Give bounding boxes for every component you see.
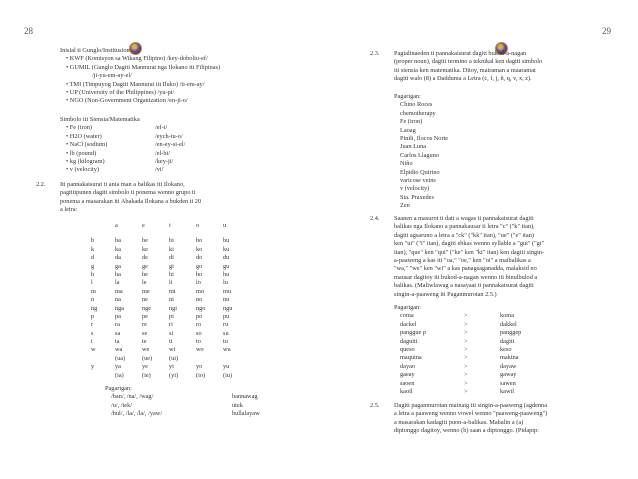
symbol-term: • H2O (water)	[66, 132, 102, 140]
new-spelling: koma	[500, 312, 514, 320]
symbol-reading: /en-ey-si-el/	[155, 141, 186, 149]
symbol-term: • Fe (iron)	[66, 124, 92, 132]
new-spelling: keso	[500, 345, 512, 353]
paragraph-line: iti siensia ken matematika. Ditoy, mairaman a maaramat	[394, 66, 536, 74]
table-row	[91, 246, 250, 254]
examples-block	[105, 385, 260, 419]
syllable-table	[91, 222, 250, 380]
table-row	[91, 296, 250, 304]
table-cell: hi	[169, 270, 174, 278]
table-cell: (ie)	[142, 371, 151, 379]
table-cell: da	[115, 254, 121, 262]
new-spelling: dayaw	[500, 362, 517, 370]
table-cell: ha	[115, 270, 121, 278]
examples-heading: Pagarigan:	[394, 93, 421, 100]
right-page	[319, 0, 638, 479]
paragraph-line: dagiti walo (8) a Dadduma a Letra (c, f, j, ñ, q, v, x, z).	[394, 75, 532, 83]
symbol-reading: /vi/	[155, 166, 164, 174]
example-syllables: /u/, /tek/	[111, 401, 132, 409]
table-cell: (ua)	[115, 354, 126, 362]
list-item	[60, 133, 185, 141]
table-cell: ni	[169, 296, 174, 304]
example-row	[394, 329, 521, 337]
paragraph-line: diptonggo dagitoy, wenno (b) saan a diptonggo. (Pidapip:	[394, 427, 539, 435]
table-cell: bu	[223, 237, 230, 245]
arrow-glyph: >	[464, 320, 468, 328]
table-cell: ro	[196, 321, 202, 329]
table-cell: g	[91, 262, 95, 270]
paragraph-line: singin-a-paaweng iti Paganmurotan 2.5.)	[394, 290, 497, 298]
list-item	[60, 166, 185, 174]
list-item: v (velocity)	[400, 185, 430, 193]
example-row	[394, 363, 521, 371]
science-symbols-list	[60, 116, 185, 175]
example-row	[394, 380, 521, 388]
example-row	[105, 410, 260, 418]
paragraph-line: dagiti agsaruno a letra a "ck" ("kk" itan), "ue" ("e" itan)	[394, 231, 534, 239]
table-row	[91, 338, 250, 346]
table-cell: r	[91, 321, 94, 329]
examples-list	[394, 101, 448, 210]
table-cell: ba	[115, 237, 121, 245]
section-number: 2.3.	[370, 50, 380, 57]
table-cell: ne	[142, 296, 148, 304]
page-number-right: 29	[602, 26, 611, 36]
table-cell: la	[115, 279, 120, 287]
list-item	[60, 158, 185, 166]
page-number-left: 28	[24, 26, 33, 36]
symbol-term: • v (velocity)	[66, 166, 99, 174]
table-cell: (ue)	[142, 354, 153, 362]
table-cell: we	[142, 346, 150, 354]
table-cell: ye	[142, 363, 148, 371]
example-row	[105, 402, 260, 410]
table-cell: to	[196, 338, 201, 346]
table-cell: se	[142, 329, 148, 337]
paragraph-line: mausar dagitoy iti bukod-a-nagan wenno iti binulbulod a	[394, 273, 538, 281]
table-cell: di	[169, 254, 174, 262]
list-item: • UP (University of the Philippines) /yu-pi/	[66, 88, 175, 96]
table-cell: pe	[142, 312, 148, 320]
list-item	[60, 150, 185, 158]
table-cell: si	[169, 329, 174, 337]
table-row	[91, 355, 250, 363]
table-cell: t	[91, 338, 93, 346]
paragraph-line: itan), "que" ken "qui" ("ke" ken "ki" itan) ken dagiti singin-	[394, 248, 545, 256]
list-item: Fe (iron)	[400, 118, 423, 126]
table-cell: o	[196, 222, 200, 229]
table-cell: ki	[169, 245, 174, 253]
table-row	[91, 288, 250, 296]
list-item: • KWF (Komisyon sa Wikang Filipino) /key-doboliu-ef/	[66, 55, 208, 63]
arrow-glyph: >	[464, 387, 468, 395]
arrow-glyph: >	[464, 312, 468, 320]
paragraph-line: a letra a paaweng wenno vowel wenno "paaweng-paaweng")	[394, 410, 548, 418]
list-item: Carlos Llaguno	[400, 151, 439, 159]
table-cell: bi	[169, 237, 174, 245]
section-2-5-text	[394, 402, 547, 436]
arrow-glyph: >	[464, 371, 468, 379]
list-item: Sta. Praxedes	[400, 193, 434, 201]
institutions-heading: Inisial ti Gunglo/Institusion	[60, 47, 130, 54]
paragraph-line: a letra:	[60, 206, 78, 214]
list-item: /ji-yu-em-ay-el/	[92, 72, 132, 80]
old-spelling: dackel	[400, 320, 417, 328]
table-cell: ke	[142, 245, 148, 253]
table-cell: mo	[196, 287, 205, 295]
example-row	[394, 346, 521, 354]
old-spelling: kaoil	[400, 387, 413, 395]
table-cell: ga	[115, 262, 121, 270]
table-cell: ri	[169, 321, 173, 329]
table-cell: s	[91, 329, 94, 337]
arrow-glyph: >	[464, 329, 468, 337]
table-cell: (yi)	[169, 371, 179, 379]
table-cell: i	[169, 222, 171, 229]
section-2-4-text	[394, 215, 544, 299]
table-cell: ng	[91, 304, 98, 312]
table-cell: (ia)	[115, 371, 124, 379]
table-cell: (iu)	[223, 371, 233, 379]
table-cell: su	[223, 329, 229, 337]
table-cell: b	[91, 237, 95, 245]
table-cell: ka	[115, 245, 121, 253]
table-cell: w	[91, 346, 96, 354]
new-spelling: dakkel	[500, 320, 517, 328]
table-cell: ngi	[169, 304, 178, 312]
new-spelling: makina	[500, 354, 519, 362]
section-2-4-examples	[394, 304, 521, 396]
institutions-list	[60, 47, 220, 106]
table-row	[91, 305, 250, 313]
example-word: bullalayaw	[232, 410, 260, 418]
table-cell: m	[91, 287, 96, 295]
section-number: 2.2.	[36, 181, 46, 188]
table-header-row	[91, 222, 250, 230]
arrow-glyph: >	[464, 337, 468, 345]
paragraph-line: "wa," "we" ken "wi" a kas panagsaganadda, malaksid no	[394, 265, 537, 273]
list-item: Juan Luna	[400, 143, 427, 151]
example-row	[394, 312, 521, 320]
section-number: 2.4.	[370, 215, 380, 222]
list-item: chemotherapy	[400, 109, 436, 117]
example-row	[394, 338, 521, 346]
list-item: • NGO (Non-Government Organization /en-ji-o/	[66, 97, 188, 105]
table-cell: go	[196, 262, 203, 270]
table-row	[91, 330, 250, 338]
table-cell: wa	[115, 346, 123, 354]
table-cell: wu	[223, 346, 231, 354]
section-2-3-examples	[394, 93, 448, 210]
table-cell: gi	[169, 262, 174, 270]
table-cell: he	[142, 270, 148, 278]
paragraph-line: Dagiti paganmurotan mainaig iti singin-a-paaweng (agdenna	[394, 402, 547, 409]
table-cell: l	[91, 279, 93, 287]
table-cell: nge	[142, 304, 152, 312]
list-item: Elpidio Quirino	[400, 168, 440, 176]
new-spelling: panggep	[500, 329, 522, 337]
example-row	[394, 371, 521, 379]
table-cell: pi	[169, 312, 174, 320]
section-2-3-text	[394, 50, 542, 84]
old-spelling: daguiti	[400, 337, 418, 345]
table-row	[91, 346, 250, 354]
old-spelling: queso	[400, 345, 415, 353]
example-row	[394, 388, 521, 396]
table-row	[91, 372, 250, 380]
paragraph-line: (proper noun), dagiti termino a teknikal ken dagiti simbolo	[394, 58, 543, 66]
list-item: Zen	[400, 202, 410, 210]
examples-heading: Pagarigan:	[394, 304, 421, 311]
table-row	[91, 254, 250, 262]
table-cell: ko	[196, 245, 203, 253]
list-item	[60, 141, 185, 149]
table-row	[91, 363, 250, 371]
table-cell: ku	[223, 245, 230, 253]
table-cell: ho	[196, 270, 203, 278]
table-cell: ma	[115, 287, 123, 295]
table-row	[91, 279, 250, 287]
symbol-term: • kg (kilogram)	[66, 157, 105, 165]
table-cell: ngu	[223, 304, 233, 312]
table-cell: yu	[223, 363, 230, 371]
new-spelling: gaway	[500, 371, 517, 379]
paragraph-line: ken "ui" ("i" itan), dagiti ebkas wenno syllable a "gui" ("gi"	[394, 240, 545, 248]
old-spelling: maquina	[400, 354, 422, 362]
list-item: Niño	[400, 160, 413, 168]
table-cell: no	[196, 296, 203, 304]
table-cell: y	[91, 363, 95, 371]
list-item: • GUMIL (Gunglo Dagiti Mannurat nga Ilokano iti Filipinas)	[66, 63, 221, 71]
table-cell: (ui)	[169, 354, 179, 362]
list-item: • TMI (Timpuyog Dagiti Mannurat iti Iluko) /ti-em-ay/	[66, 80, 205, 88]
table-cell: lu	[223, 279, 228, 287]
symbol-reading: /ef-i/	[155, 124, 168, 132]
symbol-term: • lb (pound)	[66, 149, 97, 157]
symbol-reading: /el-bi/	[155, 149, 171, 157]
paragraph-line: a masarakan kadagiti puon-a-balikas. Mabalin a (a)	[394, 418, 524, 426]
table-cell: hu	[223, 270, 230, 278]
table-cell: ge	[142, 262, 148, 270]
example-syllables: /bul/, /la/, /la/, /yaw/	[111, 410, 163, 418]
table-cell: na	[115, 296, 121, 304]
table-cell: mu	[223, 287, 232, 295]
old-spelling: coma	[400, 312, 414, 320]
table-cell: du	[223, 254, 230, 262]
list-item: Laoag	[400, 126, 416, 134]
table-cell: u	[223, 222, 227, 229]
example-word: bannawag	[232, 393, 258, 401]
paragraph-line: a-paaweng a kas iti "oa," "oe," ken "oi" a maibalikas a	[394, 256, 531, 264]
new-spelling: kawil	[500, 387, 514, 395]
list-item: varicose veins	[400, 176, 436, 184]
old-spelling: saoen	[400, 379, 415, 387]
table-cell: ta	[115, 338, 120, 346]
list-item	[60, 124, 185, 132]
table-cell: wi	[169, 346, 176, 354]
table-cell: be	[142, 237, 148, 245]
table-row	[91, 263, 250, 271]
table-cell: re	[142, 321, 147, 329]
science-heading: Simbolo iti Siensia/Matematika	[60, 116, 140, 123]
example-row	[105, 393, 260, 401]
table-cell: h	[91, 270, 95, 278]
table-cell: sa	[115, 329, 121, 337]
paragraph-line: ponema a masarakan iti Abakada Ilokana a bukden ti 20	[60, 197, 202, 205]
arrow-glyph: >	[464, 379, 468, 387]
table-row	[91, 271, 250, 279]
table-cell: mi	[169, 287, 176, 295]
table-cell: ngo	[196, 304, 206, 312]
table-cell: te	[142, 338, 147, 346]
section-number: 2.5.	[370, 402, 380, 409]
arrow-glyph: >	[464, 345, 468, 353]
example-row	[394, 354, 521, 362]
table-cell: wo	[196, 346, 204, 354]
table-cell: pu	[223, 312, 230, 320]
table-row	[91, 321, 250, 329]
table-cell: ti	[169, 338, 173, 346]
example-syllables: /ban/, /na/, /wag/	[111, 393, 154, 401]
table-cell: n	[91, 296, 95, 304]
table-cell: k	[91, 245, 95, 253]
table-cell: lo	[196, 279, 201, 287]
paragraph-line: Pagtalinaeden ti pannakaisurat dagiti bukod-a-nagan	[394, 50, 527, 57]
paragraph-line: balikas. (Maliwlawag a nasayaat ti pannakaisurat dagiti	[394, 282, 534, 290]
table-cell: ya	[115, 363, 121, 371]
table-cell: le	[142, 279, 147, 287]
old-spelling: panggue p	[400, 329, 427, 337]
table-cell: e	[142, 222, 145, 229]
table-cell: po	[196, 312, 203, 320]
arrow-glyph: >	[464, 362, 468, 370]
old-spelling: gaeay	[400, 371, 415, 379]
table-cell: gu	[223, 262, 230, 270]
examples-heading: Pagarigan:	[105, 385, 132, 392]
table-cell: so	[196, 329, 202, 337]
table-cell: p	[91, 312, 95, 320]
list-item: Chino Roces	[400, 101, 433, 109]
table-cell: nga	[115, 304, 125, 312]
table-cell: ru	[223, 321, 229, 329]
arrow-glyph: >	[464, 354, 468, 362]
section-2-2-text	[60, 181, 201, 215]
table-row	[91, 313, 250, 321]
examples-list	[394, 312, 521, 396]
old-spelling: dayao	[400, 362, 416, 370]
table-cell: me	[142, 287, 150, 295]
table-cell: tu	[223, 338, 228, 346]
symbol-reading: /key-ji/	[155, 157, 174, 165]
symbol-reading: /eych-tu-o/	[155, 132, 183, 140]
example-word: utek	[232, 401, 243, 409]
table-cell: bo	[196, 237, 203, 245]
paragraph-line: Iti pannakaisurat ti ania man a balikas iti Ilokano,	[60, 181, 185, 188]
table-cell: d	[91, 254, 95, 262]
table-cell: nu	[223, 296, 230, 304]
new-spelling: sawen	[500, 379, 516, 387]
symbol-term: • NaCl (sodium)	[66, 141, 108, 149]
table-cell: (io)	[196, 371, 206, 379]
table-cell: ra	[115, 321, 120, 329]
table-cell: do	[196, 254, 203, 262]
table-cell: a	[115, 222, 118, 229]
list-item: Pinili, Ilocos Norte	[400, 134, 449, 142]
table-cell: de	[142, 254, 148, 262]
table-cell: li	[169, 279, 173, 287]
new-spelling: dagiti	[500, 337, 515, 345]
paragraph-line: Saanen a masurot ti dati a wagas ti pannakaisurat dagiti	[394, 215, 534, 222]
table-row	[91, 237, 250, 245]
paragraph-line: pagtitipunen dagiti simbolo ti ponema wenno grupo ti	[60, 189, 196, 197]
table-cell: yo	[196, 363, 203, 371]
table-cell: pa	[115, 312, 121, 320]
example-row	[394, 321, 521, 329]
table-cell: yi	[169, 363, 174, 371]
paragraph-line: balikas nga Ilokano a pannakausar ti letra "c" ("k" itan),	[394, 223, 535, 231]
